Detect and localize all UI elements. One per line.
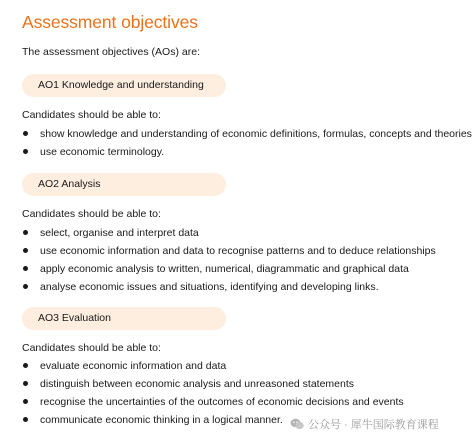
ao2-lead: Candidates should be able to: (22, 208, 161, 220)
bullet-icon (23, 266, 28, 271)
list-item: recognise the uncertainties of the outcomes of economic decisions and events (22, 393, 404, 411)
list-item: select, organise and interpret data (22, 224, 436, 242)
bullet-icon (23, 284, 28, 289)
bullet-icon (23, 363, 28, 368)
ao2-list (22, 224, 436, 296)
list-item: communicate economic thinking in a logical manner. (22, 411, 404, 429)
bullet-icon (23, 381, 28, 386)
bullet-icon (23, 149, 28, 154)
list-item: evaluate economic information and data (22, 357, 404, 375)
wechat-icon (290, 418, 304, 430)
ao1-lead: Candidates should be able to: (22, 109, 161, 121)
list-item: show knowledge and understanding of economic definitions, formulas, concepts and theories (22, 125, 472, 143)
page-title: Assessment objectives (22, 12, 198, 32)
ao3-lead: Candidates should be able to: (22, 342, 161, 354)
ao1-list (22, 125, 472, 161)
bullet-icon (23, 417, 28, 422)
list-item: analyse economic issues and situations, identifying and developing links. (22, 278, 436, 296)
watermark-text: 公众号 · 犀牛国际教育课程 (308, 419, 439, 431)
list-item: distinguish between economic analysis and unreasoned statements (22, 375, 404, 393)
ao3-heading: AO3 Evaluation (22, 307, 226, 330)
watermark (290, 416, 439, 432)
bullet-icon (23, 131, 28, 136)
list-item: apply economic analysis to written, numerical, diagrammatic and graphical data (22, 260, 436, 278)
ao1-heading: AO1 Knowledge and understanding (22, 74, 226, 97)
ao2-heading: AO2 Analysis (22, 173, 226, 196)
intro-text: The assessment objectives (AOs) are: (22, 46, 200, 58)
bullet-icon (23, 399, 28, 404)
list-item: use economic terminology. (22, 143, 472, 161)
bullet-icon (23, 248, 28, 253)
list-item: use economic information and data to recognise patterns and to deduce relationships (22, 242, 436, 260)
bullet-icon (23, 230, 28, 235)
